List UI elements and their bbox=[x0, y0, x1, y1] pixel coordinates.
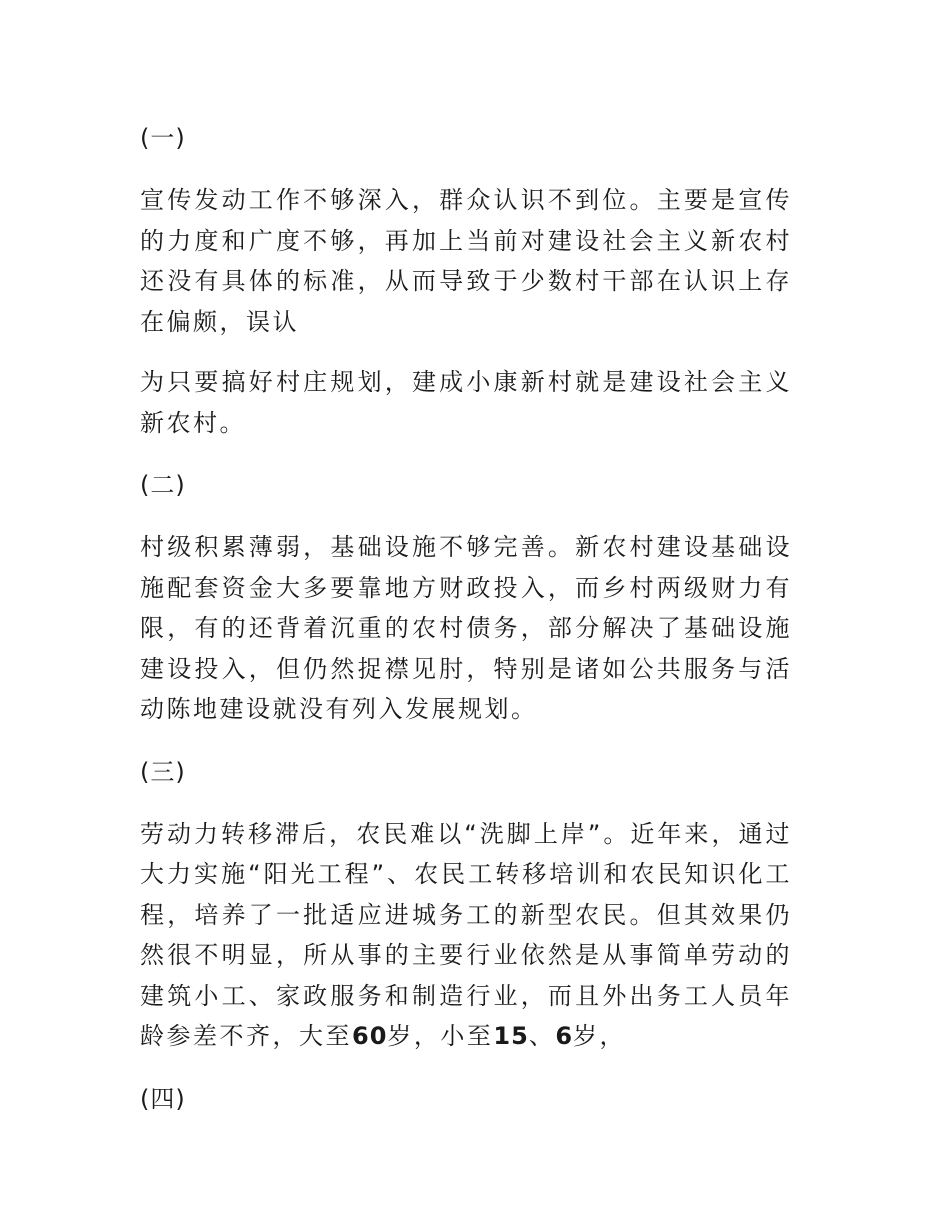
section-heading-4: (四) bbox=[140, 1084, 186, 1113]
age-unit-text-2: 岁， bbox=[573, 1022, 627, 1050]
section-heading-3: (三) bbox=[140, 757, 186, 786]
section-heading-1: (一) bbox=[140, 124, 186, 152]
age-min-value-b: 6 bbox=[555, 1022, 574, 1050]
age-min-value-a: 15 bbox=[493, 1022, 529, 1050]
section-heading-2: (二) bbox=[140, 471, 186, 499]
section-3-text-main: 劳动力转移滞后，农民难以“洗脚上岸”。近年来，通过大力实施“阳光工程”、农民工转移培训和农民知识化工程，培养了一批适应进城务工的新型农民。但其效果仍然很不明显，所从事的主要行业依然是从事简单劳动的建筑小工、家政服务和制造行业，而且外出务工人员年龄参差不齐，大至 bbox=[140, 819, 792, 1050]
section-1-paragraph-2: 为只要搞好村庄规划，建成小康新村就是建设社会主义新农村。 bbox=[140, 368, 792, 437]
section-1-paragraph-1: 宣传发动工作不够深入，群众认识不到位。主要是宣传的力度和广度不够，再加上当前对建设社会主义新农村还没有具体的标准，从而导致于少数村干部在认识上存在偏颇，误认 bbox=[140, 186, 792, 336]
document-page bbox=[140, 118, 792, 1141]
age-max-value: 60 bbox=[352, 1022, 388, 1050]
age-separator: 、 bbox=[528, 1022, 556, 1050]
section-3-paragraph-1 bbox=[140, 814, 792, 1057]
age-unit-text-1: 岁，小至 bbox=[387, 1022, 494, 1050]
section-2-paragraph-1: 村级积累薄弱，基础设施不够完善。新农村建设基础设施配套资金大多要靠地方财政投入，而乡村两级财力有限，有的还背着沉重的农村债务，部分解决了基础设施建设投入，但仍然捉襟见肘，特别是诸如公共服务与活动陈地建设就没有列入发展规划。 bbox=[140, 533, 792, 723]
